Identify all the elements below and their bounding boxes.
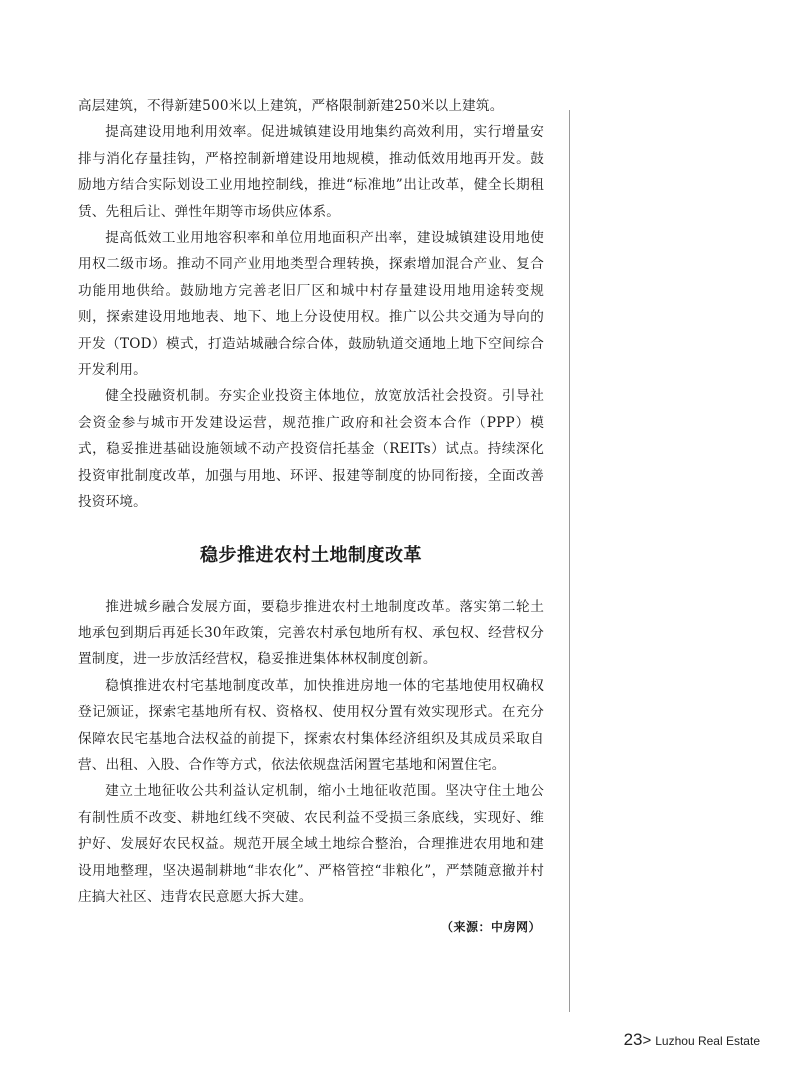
paragraph-3: 提高低效工业用地容积率和单位用地面积产出率，建设城镇建设用地使用权二级市场。推动不同产业用地类型合理转换，探索增加混合产业、复合功能用地供给。鼓励地方完善老旧厂区和城中村存量建设用地用途转变规则，探索建设用地地表、地下、地上分设使用权。推广以公共交通为导向的开发（TOD）模式，打造站城融合综合体，鼓励轨道交通地上地下空间综合开发利用。 <box>78 230 544 379</box>
section-title: 稳步推进农村土地制度改革 <box>200 544 422 566</box>
paragraph-1: 高层建筑，不得新建500米以上建筑，严格限制新建250米以上建筑。 <box>78 98 504 114</box>
paragraph-4: 健全投融资机制。夯实企业投资主体地位，放宽放活社会投资。引导社会资金参与城市开发建设运营，规范推广政府和社会资本合作（PPP）模式，稳妥推进基础设施领域不动产投资信托基金（REITs）试点。持续深化投资审批制度改革，加强与用地、环评、报建等制度的协同衔接，全面改善投资环境。 <box>78 388 544 511</box>
arrow-icon: > <box>642 1032 652 1049</box>
paragraph-2: 提高建设用地利用效率。促进城镇建设用地集约高效利用，实行增量安排与消化存量挂钩，严格控制新增建设用地规模，推动低效用地再开发。鼓励地方结合实际划设工业用地控制线，推进“标准地”出让改革，健全长期租赁、先租后让、弹性年期等市场供应体系。 <box>78 124 544 220</box>
paragraph-7: 建立土地征收公共利益认定机制，缩小土地征收范围。坚决守住土地公有制性质不改变、耕地红线不突破、农民利益不受损三条底线，实现好、维护好、发展好农民权益。规范开展全域土地综合整治，合理推进农用地和建设用地整理，坚决遏制耕地“非农化”、严格管控“非粮化”，严禁随意撤并村庄搞大社区、违背农民意愿大拆大建。 <box>78 783 544 905</box>
source-attribution: （来源：中房网） <box>440 920 541 935</box>
column-divider <box>569 110 570 1012</box>
article-body <box>78 93 544 941</box>
paragraph-5: 推进城乡融合发展方面，要稳步推进农村土地制度改革。落实第二轮土地承包到期后再延长30年政策，完善农村承包地所有权、承包权、经营权分置制度，进一步放活经营权，稳妥推进集体林权制度创新。 <box>78 598 544 668</box>
page-footer <box>624 1030 760 1050</box>
page-number: 23 <box>623 1030 643 1049</box>
publication-name: Luzhou Real Estate <box>655 1034 760 1048</box>
paragraph-6: 稳慎推进农村宅基地制度改革，加快推进房地一体的宅基地使用权确权登记颁证，探索宅基地所有权、资格权、使用权分置有效实现形式。在充分保障农民宅基地合法权益的前提下，探索农村集体经济组织及其成员采取自营、出租、入股、合作等方式，依法依规盘活闲置宅基地和闲置住宅。 <box>78 677 544 773</box>
